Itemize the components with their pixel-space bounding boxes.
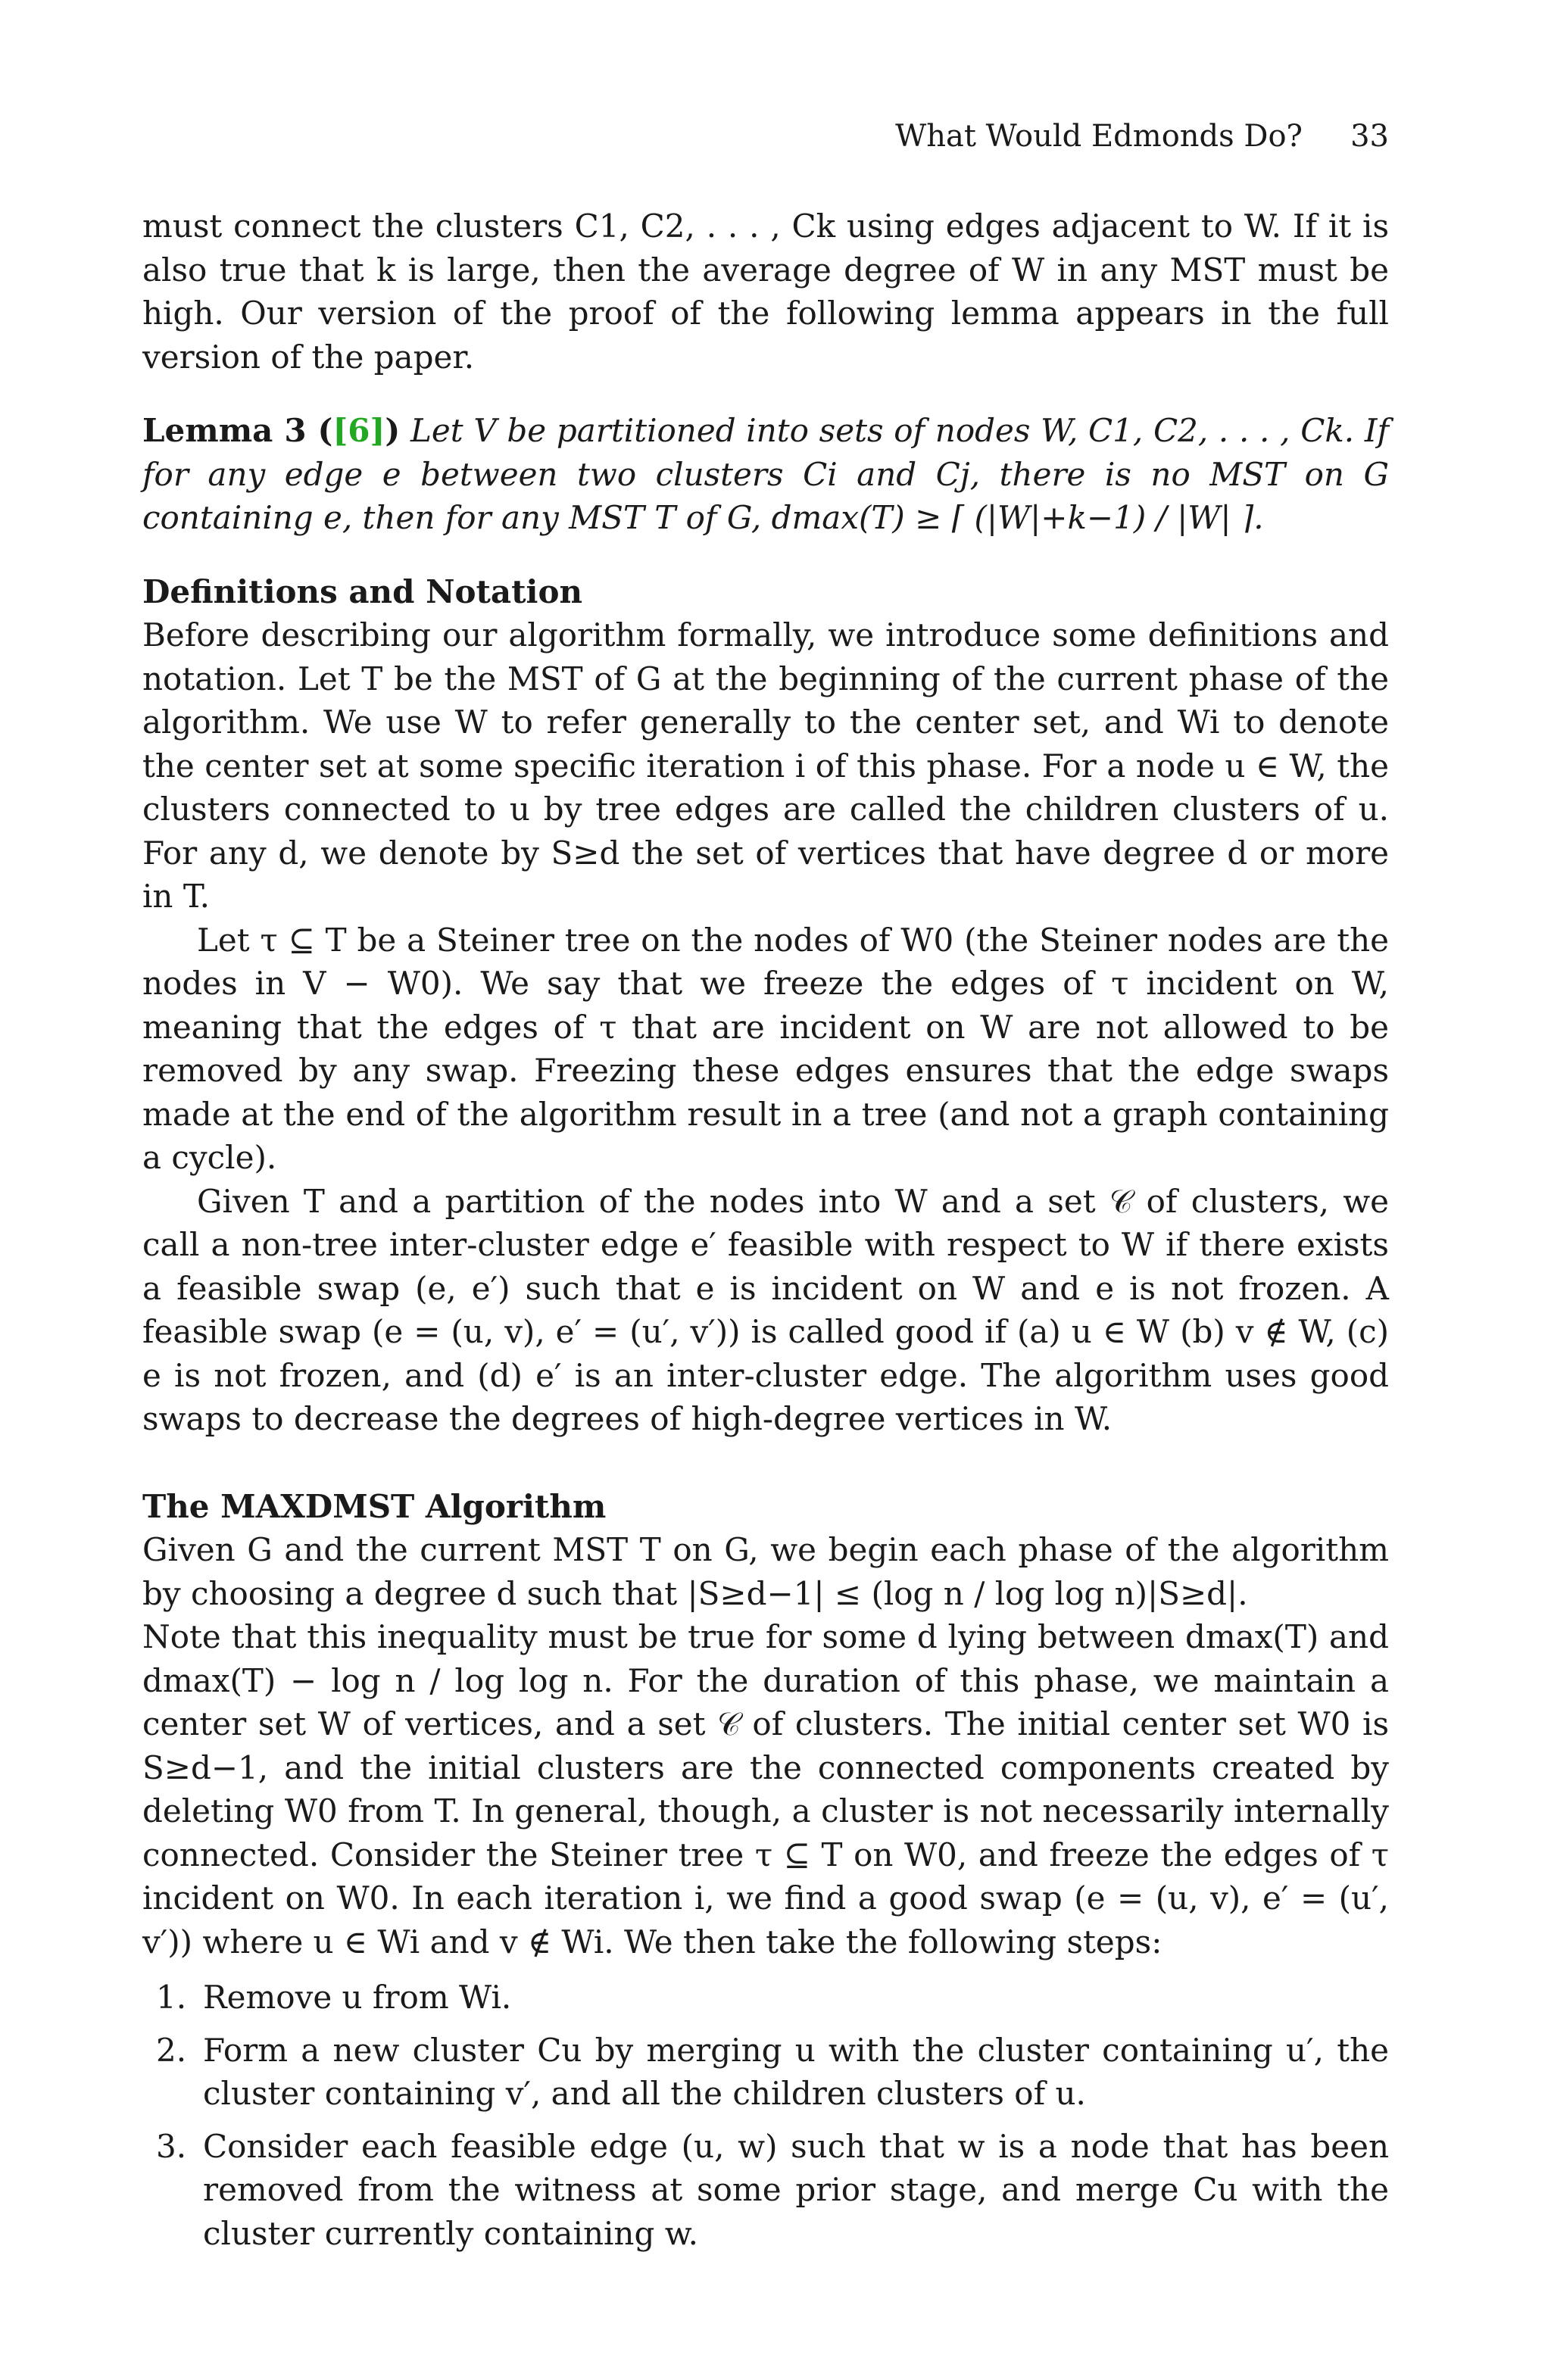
section-heading-definitions: Definitions and Notation	[142, 572, 583, 610]
list-item-number: 3.	[156, 2127, 187, 2165]
list-item-text: Consider each feasible edge (u, w) such that w is a node that has been removed from the witness at some prior stage, and merge Cu with the cluster currently containing w.	[203, 2127, 1389, 2252]
citation-link[interactable]: [6]	[332, 412, 385, 449]
paragraph-algorithm-2: Note that this inequality must be true for some d lying between dmax(T) and dmax(T) − log n / log log n. For the duration of this phase, we maintain a center set W of vertices, and a set 𝒞 of clusters. The initial center set W0 is S≥d−1, and the initial clusters are the connected components created by deleting W0 from T. In general, though, a cluster is not necessarily internally connected. Consider the Steiner tree τ ⊆ T on W0, and freeze the edges of τ incident on W0. In each iteration i, we find a good swap (e = (u, v), e′ = (u′, v′)) where u ∈ Wi and v ∉ Wi. We then take the following steps:	[142, 1618, 1389, 1960]
lemma-label: Lemma 3 (	[142, 412, 333, 449]
page-body	[142, 204, 1389, 2264]
list-item-text: Remove u from Wi.	[203, 1979, 512, 2016]
section-heading-algorithm: The MAXDMST Algorithm	[142, 1487, 607, 1525]
paragraph-intro: must connect the clusters C1, C2, . . . , Ck using edges adjacent to W. If it is also true that k is large, then the average degree of W in any MST must be high. Our version of the proof of the following lemma appears in the full version of the paper.	[142, 207, 1389, 376]
algorithm-steps	[142, 1976, 1389, 2255]
list-item-text: Form a new cluster Cu by merging u with the cluster containing u′, the cluster containing v′, and all the children clusters of u.	[203, 2031, 1389, 2112]
lemma-label-close: )	[385, 412, 401, 449]
lemma-3	[142, 409, 1389, 540]
paragraph-definitions-2: Let τ ⊆ T be a Steiner tree on the nodes of W0 (the Steiner nodes are the nodes in V − W0). We say that we freeze the edges of τ incident on W, meaning that the edges of τ that are incident on W are not allowed to be removed by any swap. Freezing these edges ensures that the edge swaps made at the end of the algorithm result in a tree (and not a graph containing a cycle).	[142, 921, 1389, 1176]
list-item	[142, 1976, 1389, 2020]
lemma-statement: Let V be partitioned into sets of nodes W, C1, C2, . . . , Ck. If for any edge e between two clusters Ci and Cj, there is no MST on G containing e, then for any MST T of G, dmax(T) ≥ ⌈ (|W|+k−1) / |W| ⌉.	[142, 412, 1390, 536]
paper-page	[142, 0, 1389, 2380]
list-item-number: 1.	[156, 1979, 187, 2016]
page-header	[142, 114, 1389, 159]
paragraph-definitions-1: Before describing our algorithm formally, we introduce some definitions and notation. Let T be the MST of G at the beginning of the current phase of the algorithm. We use W to refer generally to the center set, and Wi to denote the center set at some specific iteration i of this phase. For a node u ∈ W, the clusters connected to u by tree edges are called the children clusters of u. For any d, we denote by S≥d the set of vertices that have degree d or more in T.	[142, 616, 1389, 915]
page-number: 33	[1350, 119, 1389, 154]
paragraph-algorithm-1: Given G and the current MST T on G, we begin each phase of the algorithm by choosing a degree d such that |S≥d−1| ≤ (log n / log log n)|S≥d|.	[142, 1531, 1389, 1612]
running-title: What Would Edmonds Do?	[895, 119, 1303, 154]
paragraph-definitions-3: Given T and a partition of the nodes into W and a set 𝒞 of clusters, we call a non-tree inter-cluster edge e′ feasible with respect to W if there exists a feasible swap (e, e′) such that e is incident on W and e is not frozen. A feasible swap (e = (u, v), e′ = (u′, v′)) is called good if (a) u ∈ W (b) v ∉ W, (c) e is not frozen, and (d) e′ is an inter-cluster edge. The algorithm uses good swaps to decrease the degrees of high-degree vertices in W.	[142, 1182, 1389, 1437]
list-item-number: 2.	[156, 2031, 187, 2069]
list-item	[142, 2029, 1389, 2116]
list-item	[142, 2125, 1389, 2256]
